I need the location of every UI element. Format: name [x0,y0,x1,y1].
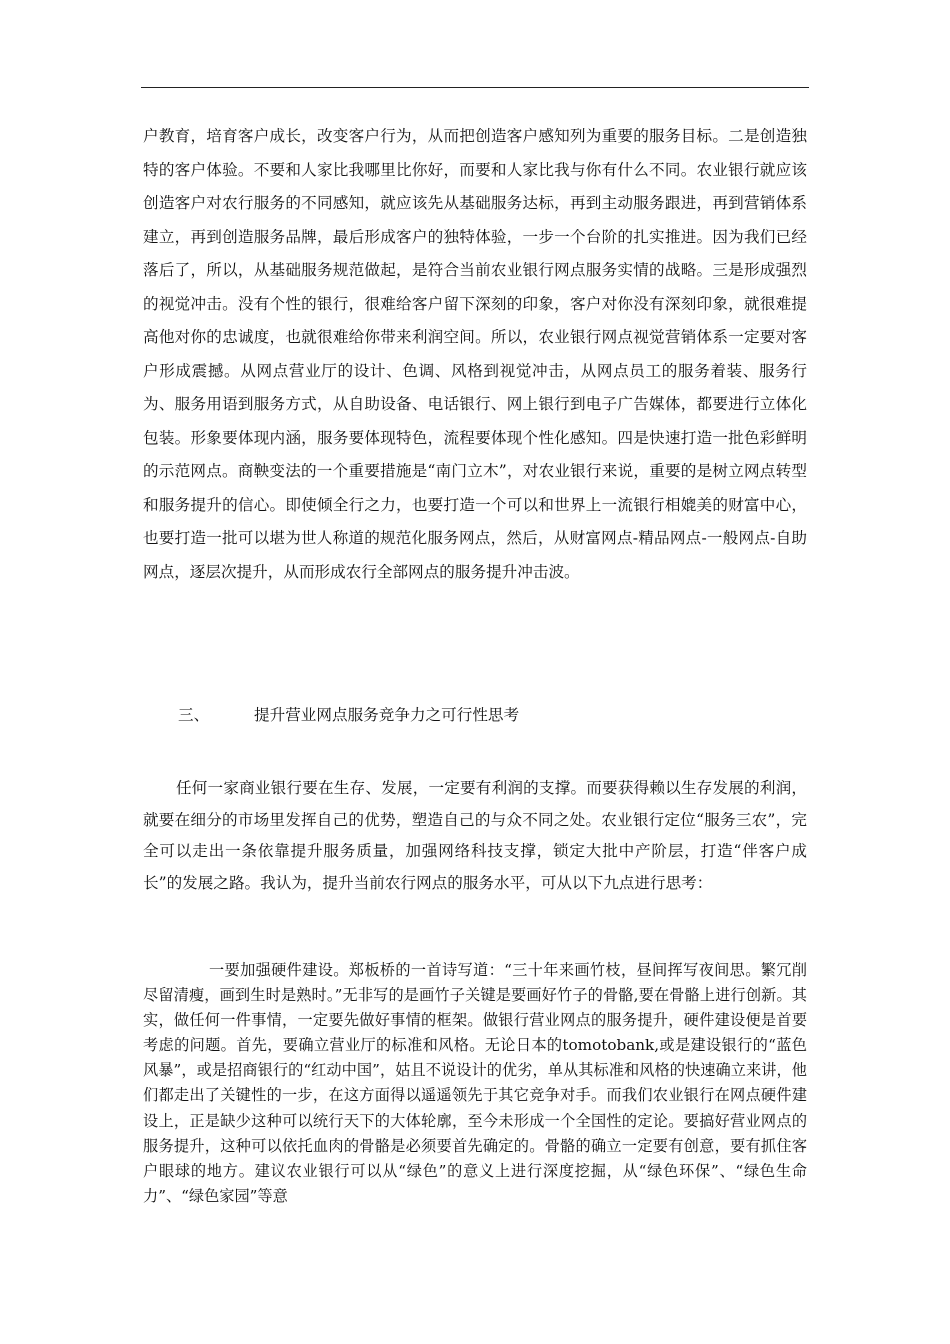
body-paragraph-continued: 户教育，培育客户成长，改变客户行为，从而把创造客户感知列为重要的服务目标。二是创造独特的客户体验。不要和人家比我哪里比你好，而要和人家比我与你有什么不同。农业银行就应该创造客户对农行服务的不同感知，就应该先从基础服务达标，再到主动服务跟进，再到营销体系建立，再到创造服务品牌，最后形成客户的独特体验，一步一个台阶的扎实推进。因为我们已经落后了，所以，从基础服务规范做起，是符合当前农业银行网点服务实情的战略。三是形成强烈的视觉冲击。没有个性的银行，很难给客户留下深刻的印象，客户对你没有深刻印象，就很难提高他对你的忠诚度，也就很难给你带来利润空间。所以，农业银行网点视觉营销体系一定要对客户形成震撼。从网点营业厅的设计、色调、风格到视觉冲击，从网点员工的服务着装、服务行为、服务用语到服务方式，从自助设备、电话银行、网上银行到电子广告媒体，都要进行立体化包装。形象要体现内涵，服务要体现特色，流程要体现个性化感知。四是快速打造一批色彩鲜明的示范网点。商鞅变法的一个重要措施是“南门立木”，对农业银行来说，重要的是树立网点转型和服务提升的信心。即使倾全行之力，也要打造一个可以和世界上一流银行相媲美的财富中心，也要打造一批可以堪为世人称道的规范化服务网点，然后，从财富网点-精品网点-一般网点-自助网点，逐层次提升，从而形成农行全部网点的服务提升冲击波。 [143,127,807,581]
body-paragraph-point-one: 一要加强硬件建设。郑板桥的一首诗写道：“三十年来画竹枝，昼间挥写夜间思。繁冗削尽留清瘦，画到生时是熟时。”无非写的是画竹子关键是要画好竹子的骨骼,要在骨骼上进行创新。其实，做任何一件事情，一定要先做好事情的框架。做银行营业网点的服务提升，硬件建设便是首要考虑的问题。首先，要确立营业厅的标准和风格。无论日本的tomotobank,或是建设银行的“蓝色风暴”，或是招商银行的“红动中国”，姑且不说设计的优劣，单从其标准和风格的快速确立来讲，他们都走出了关键性的一步，在这方面得以遥遥领先于其它竞争对手。而我们农业银行在网点硬件建设上，正是缺少这种可以统行天下的大体轮廓，至今未形成一个全国性的定论。要搞好营业网点的服务提升，这种可以依托血肉的骨骼是必须要首先确定的。骨骼的确立一定要有创意，要有抓住客户眼球的地方。建议农业银行可以从“绿色”的意义上进行深度挖掘，从“绿色环保”、“绿色生命力”、“绿色家园”等意 [143,961,807,1205]
section-title: 提升营业网点服务竞争力之可行性思考 [254,706,520,724]
section-number: 三、 [178,706,210,724]
header-rule [141,87,809,88]
body-paragraph-intro: 任何一家商业银行要在生存、发展，一定要有利润的支撑。而要获得赖以生存发展的利润，就要在细分的市场里发挥自己的优势，塑造自己的与众不同之处。农业银行定位“服务三农”，完全可以走出一条依靠提升服务质量，加强网络科技支撑，锁定大批中产阶层，打造“伴客户成长”的发展之路。我认为，提升当前农行网点的服务水平，可从以下九点进行思考： [143,779,807,892]
section-heading [178,703,519,727]
